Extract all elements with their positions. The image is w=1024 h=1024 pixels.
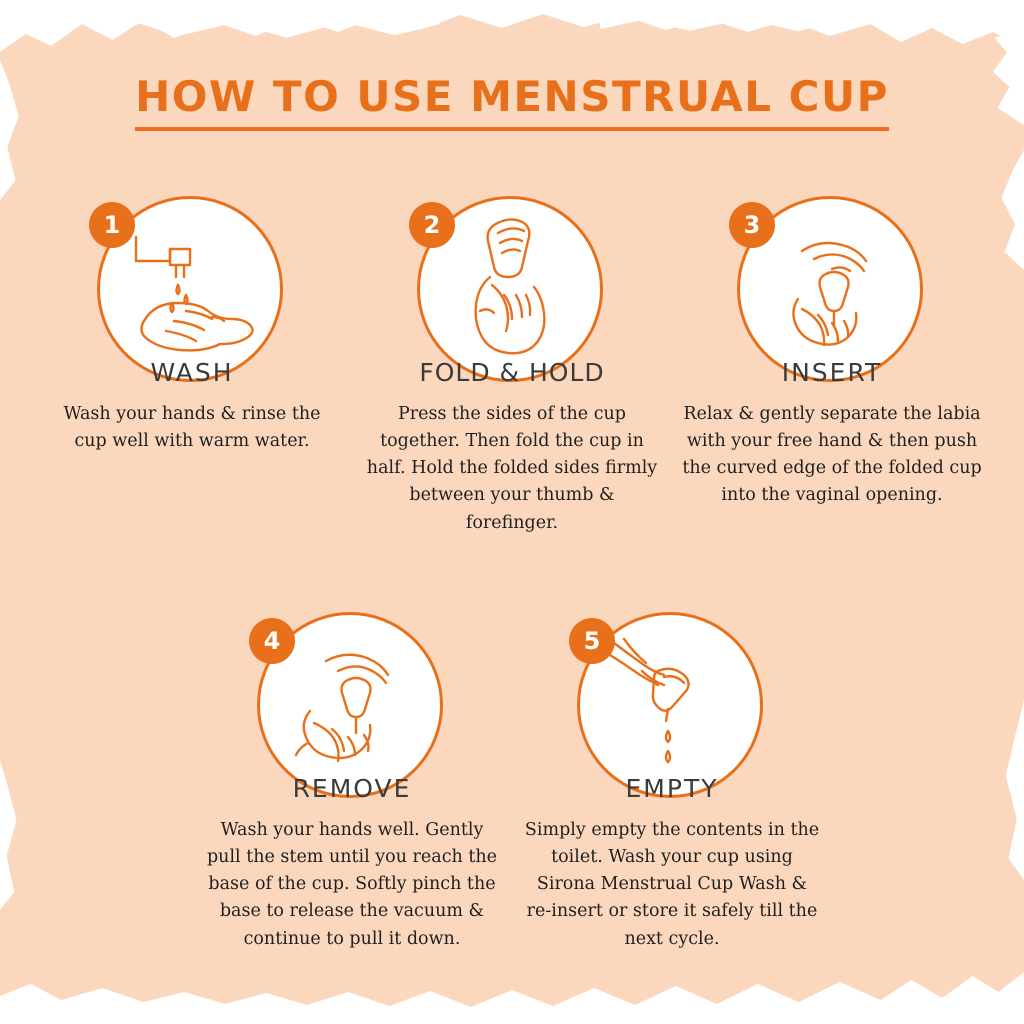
step-description: Wash your hands & rinse the cup well with warm water.	[63, 404, 321, 452]
steps-row-two	[0, 612, 1024, 953]
step-description: Press the sides of the cup together. Then fold the cup in half. Hold the folded sides firmly between your thumb & forefinger.	[366, 404, 658, 533]
step-number-badge: 2	[409, 202, 455, 248]
step-remove	[192, 612, 512, 953]
step-description: Simply empty the contents in the toilet. Wash your cup using Sirona Menstrual Cup Wash & re-insert or store it safely till the next cycle.	[524, 820, 820, 949]
page-title-wrapper	[0, 72, 1024, 131]
step-number-badge: 3	[729, 202, 775, 248]
step-empty	[512, 612, 832, 953]
step-number-badge: 5	[569, 618, 615, 664]
step-label: WASH	[150, 358, 234, 387]
step-description: Wash your hands well. Gently pull the stem until you reach the base of the cup. Softly pinch the base to release the vacuum & continue to pull it down.	[206, 820, 497, 949]
step-wash	[32, 196, 352, 537]
step-label: FOLD & HOLD	[419, 358, 605, 387]
step-fold-and-hold	[352, 196, 672, 537]
step-number-badge: 1	[89, 202, 135, 248]
step-number-badge: 4	[249, 618, 295, 664]
steps-row-one	[0, 196, 1024, 537]
step-insert	[672, 196, 992, 537]
torn-edge-decoration	[180, 998, 560, 1024]
step-label: REMOVE	[292, 774, 412, 803]
page-title: HOW TO USE MENSTRUAL CUP	[135, 72, 889, 131]
step-label: INSERT	[781, 358, 883, 387]
step-description: Relax & gently separate the labia with your free hand & then push the curved edge of the folded cup into the vaginal opening.	[682, 404, 982, 506]
step-label: EMPTY	[625, 774, 719, 803]
